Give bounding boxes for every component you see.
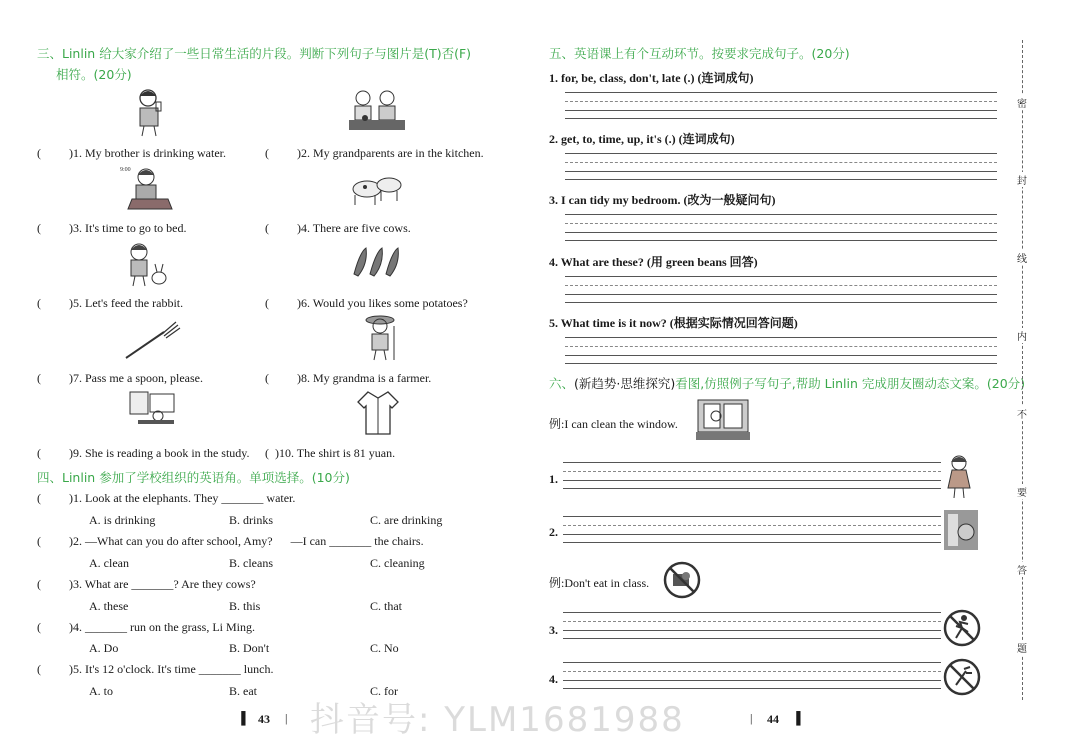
mc-q1-stem: ( )1. Look at the elephants. They _______ water. <box>37 491 296 505</box>
mc-q4-stem: ( )4. _______ run on the grass, Li Ming. <box>37 620 255 634</box>
section6-title: 六、(新趋势·思维探究)看图,仿照例子写句子,帮助 Linlin 完成朋友圈动态文案。(20分) <box>549 376 1026 391</box>
mc-q2-b[interactable]: B. cleans <box>229 556 273 570</box>
s6-num-3: 3. <box>549 623 558 637</box>
mc-q4-b[interactable]: B. Don't <box>229 641 270 655</box>
girl-picture <box>946 454 972 500</box>
svg-text:9:00: 9:00 <box>120 167 131 173</box>
margin-char-5: 不 <box>1015 406 1029 421</box>
fork-picture <box>120 318 182 362</box>
section4-title: 四、Linlin 参加了学校组织的英语角。单项选择。(10分) <box>37 470 350 485</box>
q3-item-10: ( )10. The shirt is 81 yuan. <box>265 446 396 460</box>
mc-q5-stem: ( )5. It's 12 o'clock. It's time _______ lunch. <box>37 662 274 676</box>
mc-q3-a[interactable]: A. these <box>89 599 129 613</box>
q3-item-5: ( )5. Let's feed the rabbit. <box>37 296 184 310</box>
margin-char-4: 内 <box>1015 328 1029 343</box>
mc-q2-a[interactable]: A. clean <box>89 556 129 570</box>
boy-rabbit-picture <box>125 240 171 288</box>
mc-q5-a[interactable]: A. to <box>89 684 113 698</box>
example1: 例:I can clean the window. <box>549 417 678 431</box>
s5-item-5: 5. What time is it now? (根据实际情况回答问题) <box>549 316 798 330</box>
mc-q2-c[interactable]: C. cleaning <box>370 556 425 570</box>
page-number-right-bar: | <box>750 711 753 725</box>
margin-char-1: 密 <box>1015 95 1029 110</box>
binding-line <box>1022 40 1023 700</box>
page-number-left: 43 <box>258 712 270 726</box>
s6-num-2: 2. <box>549 525 558 539</box>
q3-item-3: ( )3. It's time to go to bed. <box>37 221 187 235</box>
kitchen-sink-picture <box>944 510 978 550</box>
s5-item-3: 3. I can tidy my bedroom. (改为一般疑问句) <box>549 193 776 207</box>
s6-num-1: 1. <box>549 472 558 486</box>
douyin-watermark: 抖音号: YLM1681988 <box>310 700 685 740</box>
cows-picture <box>345 165 407 209</box>
mc-q1-c[interactable]: C. are drinking <box>370 513 443 527</box>
q3-item-9: ( )9. She is reading a book in the study. <box>37 446 250 460</box>
margin-char-7: 答 <box>1015 562 1029 577</box>
boy-drinking-picture <box>130 88 168 138</box>
mc-q3-stem: ( )3. What are _______? Are they cows? <box>37 577 256 591</box>
page-number-left-marker: ▐ <box>237 711 246 725</box>
mc-q3-c[interactable]: C. that <box>370 599 402 613</box>
mc-q4-a[interactable]: A. Do <box>89 641 119 655</box>
mc-q1-a[interactable]: A. is drinking <box>89 513 156 527</box>
window-cleaning-picture <box>696 398 750 442</box>
no-flowers-sign-icon <box>942 657 982 697</box>
page-number-right: 44 <box>767 712 779 726</box>
s5-item-2: 2. get, to, time, up, it's (.) (连词成句) <box>549 132 735 146</box>
example2: 例:Don't eat in class. <box>549 576 650 590</box>
mc-q3-b[interactable]: B. this <box>229 599 261 613</box>
margin-char-6: 要 <box>1015 484 1029 499</box>
q3-item-1: ( )1. My brother is drinking water. <box>37 146 226 160</box>
kitchen-picture <box>345 88 407 134</box>
mc-q4-c[interactable]: C. No <box>370 641 399 655</box>
section3-title-line1: 三、Linlin 给大家介绍了一些日常生活的片段。判断下列句子与图片是(T)否(F) <box>37 46 472 61</box>
q3-item-7: ( )7. Pass me a spoon, please. <box>37 371 203 385</box>
s6-num-4: 4. <box>549 672 558 686</box>
study-picture <box>128 390 180 430</box>
boy-bed-picture <box>118 163 176 211</box>
margin-char-3: 线 <box>1015 250 1029 265</box>
margin-char-2: 封 <box>1015 172 1029 187</box>
q3-item-6: ( )6. Would you likes some potatoes? <box>265 296 468 310</box>
no-running-sign-icon <box>942 608 982 648</box>
s5-item-1: 1. for, be, class, don't, late (.) (连词成句) <box>549 71 754 85</box>
section3-title-line2: 相符。(20分) <box>56 67 132 82</box>
grandma-farmer-picture <box>360 312 400 362</box>
no-eating-sign-icon <box>662 560 702 600</box>
q3-item-2: ( )2. My grandparents are in the kitchen. <box>265 146 484 160</box>
q3-item-8: ( )8. My grandma is a farmer. <box>265 371 432 385</box>
mc-q2-stem: ( )2. —What can you do after school, Amy? —I can _______ the chairs. <box>37 534 424 548</box>
margin-char-8: 题 <box>1015 640 1029 655</box>
mc-q5-c[interactable]: C. for <box>370 684 398 698</box>
mc-q1-b[interactable]: B. drinks <box>229 513 274 527</box>
page-number-right-marker: ▐ <box>792 711 801 725</box>
mc-q5-b[interactable]: B. eat <box>229 684 257 698</box>
beans-picture <box>350 244 406 278</box>
shirt-picture <box>356 388 400 438</box>
s5-item-4: 4. What are these? (用 green beans 回答) <box>549 255 758 269</box>
q3-item-4: ( )4. There are five cows. <box>265 221 411 235</box>
section5-title: 五、英语课上有个互动环节。按要求完成句子。(20分) <box>549 46 850 61</box>
page-number-left-bar: | <box>285 711 288 725</box>
